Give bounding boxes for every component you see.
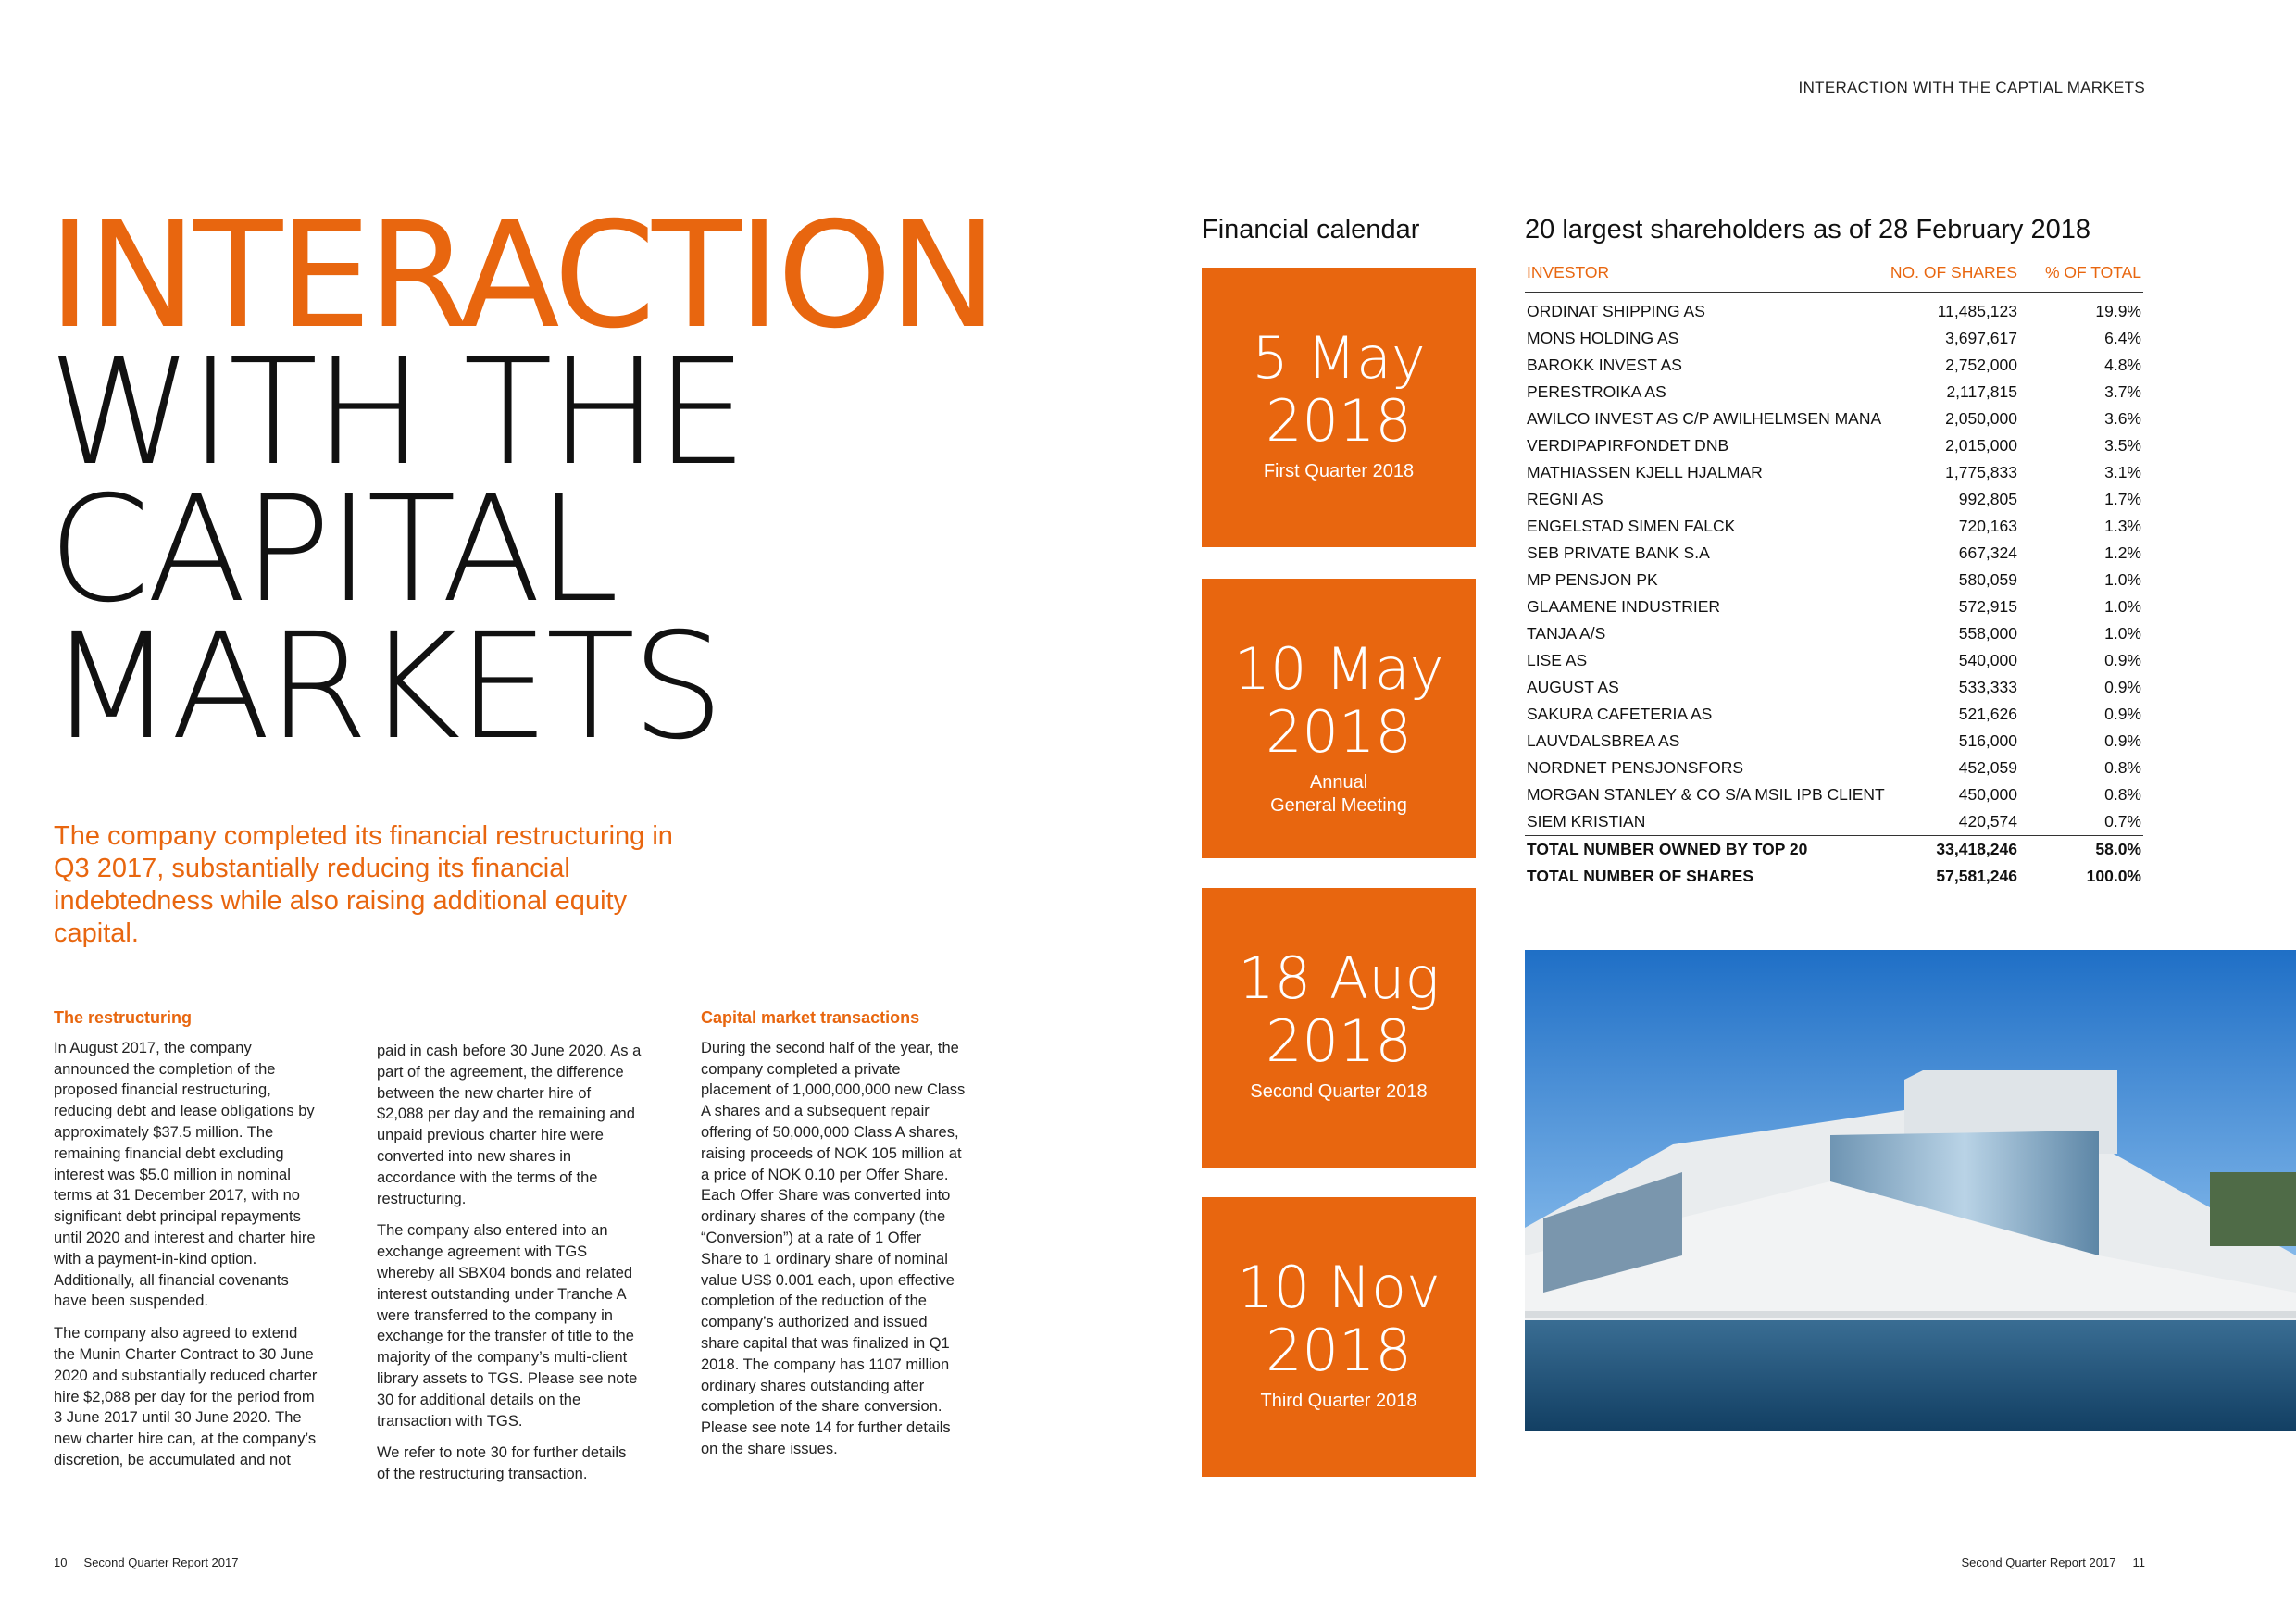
column-header-percent: % OF TOTAL [2019, 263, 2143, 293]
calendar-event: Third Quarter 2018 [1260, 1391, 1417, 1411]
footer-right [1962, 1555, 2146, 1569]
calendar-year: 2018 [1266, 387, 1412, 455]
page-title [48, 191, 994, 772]
table-row [1525, 513, 2143, 540]
calendar-date: 10 May [1233, 635, 1444, 703]
share-percent: 0.9% [2104, 678, 2141, 696]
column-restructuring-continued [377, 1041, 642, 1496]
share-percent: 3.5% [2104, 436, 2141, 455]
calendar-item [1202, 579, 1476, 858]
share-count: 558,000 [1958, 624, 2017, 643]
share-count: 2,117,815 [1946, 382, 2017, 401]
calendar-title: Financial calendar [1202, 215, 1420, 244]
share-percent: 4.8% [2104, 356, 2141, 374]
table-header-row [1525, 263, 2143, 293]
share-count: 1,775,833 [1945, 463, 2017, 481]
paragraph: paid in cash before 30 June 2020. As a part of the agreement, the difference between the new charter hire of $2,088 per day and the remaining and unpaid previous charter hire were converted into new shares in accordance with the terms of the restructuring. [377, 1043, 642, 1207]
share-count: 720,163 [1958, 517, 2017, 535]
share-percent: 0.9% [2104, 731, 2141, 750]
calendar-date: 18 Aug [1238, 944, 1440, 1012]
share-percent: 1.3% [2104, 517, 2141, 535]
investor-name: NORDNET PENSJONSFORS [1527, 758, 1744, 777]
total-row-all [1525, 863, 2143, 890]
page-number: 11 [2132, 1555, 2145, 1569]
share-count: 572,915 [1958, 597, 2017, 616]
column-capital-market [701, 1007, 966, 1471]
table-row [1525, 406, 2143, 432]
share-count: 2,050,000 [1945, 409, 2017, 428]
share-count: 2,015,000 [1945, 436, 2017, 455]
share-percent: 0.9% [2104, 651, 2141, 669]
share-percent: 0.9% [2104, 705, 2141, 723]
section-heading: The restructuring [54, 1008, 193, 1027]
paragraph: The company also agreed to extend the Munin Charter Contract to 30 June 2020 and substantially reduced charter hire $2,088 per day for the period from 3 June 2017 until 30 June 2020. The new charter hire can, at the company’s discretion, be accumulated and not [54, 1325, 318, 1468]
total-percent: 58.0% [2019, 836, 2143, 864]
section-heading: Capital market transactions [701, 1008, 920, 1027]
table-row [1525, 647, 2143, 674]
table-row [1525, 755, 2143, 781]
calendar-event: Annual [1309, 772, 1368, 793]
table-row [1525, 781, 2143, 808]
investor-name: SEB PRIVATE BANK S.A [1527, 543, 1710, 562]
investor-name: MONS HOLDING AS [1527, 329, 1679, 347]
calendar-event: General Meeting [1270, 795, 1407, 816]
calendar-item [1202, 1197, 1476, 1477]
investor-name: MATHIASSEN KJELL HJALMAR [1527, 463, 1763, 481]
table-row [1525, 432, 2143, 459]
title-line-3: CAPITAL [48, 465, 616, 635]
page-number: 10 [54, 1555, 68, 1569]
table-row [1525, 540, 2143, 567]
column-header-investor: INVESTOR [1525, 263, 1888, 293]
paragraph: During the second half of the year, the company completed a private placement of 1,000,000,000 new Class A shares and a subsequent repair offering of 50,000,000 Class A shares, raising proceeds of NOK 105 million at a price of NOK 0.10 per Offer Share. Each Offer Share was converted into ordinary shares of the company (the “Conversion”) at a rate of 1 Offer Share to 1 ordinary share of nominal value US$ 0.001 each, upon effective completion of the reduction of the company’s authorized and issued share capital that was finalized in Q1 2018. The company has 1107 million ordinary shares outstanding after completion of the share conversion. Please see note 14 for further details on the share issues. [701, 1039, 966, 1457]
investor-name: GLAAMENE INDUSTRIER [1527, 597, 1721, 616]
shareholders-table [1525, 263, 2143, 890]
table-row [1525, 325, 2143, 352]
calendar-item [1202, 268, 1476, 547]
running-header: INTERACTION WITH THE CAPTIAL MARKETS [1798, 79, 2145, 96]
share-percent: 1.0% [2104, 624, 2141, 643]
share-count: 2,752,000 [1945, 356, 2017, 374]
investor-name: BAROKK INVEST AS [1527, 356, 1682, 374]
photo-illustration [1525, 950, 2296, 1431]
share-percent: 0.7% [2104, 812, 2141, 831]
investor-name: LAUVDALSBREA AS [1527, 731, 1680, 750]
calendar-date: 10 Nov [1237, 1254, 1441, 1321]
calendar-year: 2018 [1266, 698, 1412, 766]
share-count: 992,805 [1958, 490, 2017, 508]
share-count: 667,324 [1958, 543, 2017, 562]
investor-name: ORDINAT SHIPPING AS [1527, 302, 1705, 320]
footer-report-title: Second Quarter Report 2017 [1961, 1555, 2116, 1569]
investor-name: AUGUST AS [1527, 678, 1619, 696]
lead-paragraph: The company completed its financial restructuring in Q3 2017, substantially reducing its financial indebtedness while also raising additional equity capital. [54, 821, 673, 948]
share-count: 521,626 [1958, 705, 2017, 723]
total-shares: 57,581,246 [1936, 867, 2017, 885]
column-header-shares: NO. OF SHARES [1888, 263, 2019, 293]
title-line-4: MARKETS [48, 602, 721, 772]
table-row [1525, 486, 2143, 513]
share-count: 580,059 [1958, 570, 2017, 589]
investor-name: LISE AS [1527, 651, 1588, 669]
calendar-item [1202, 888, 1476, 1168]
share-percent: 19.9% [2095, 302, 2141, 320]
share-count: 540,000 [1958, 651, 2017, 669]
table-row [1525, 352, 2143, 379]
share-percent: 3.7% [2104, 382, 2141, 401]
table-body [1525, 293, 2143, 891]
total-row-top20 [1525, 836, 2143, 864]
investor-name: TANJA A/S [1527, 624, 1606, 643]
calendar-event: Second Quarter 2018 [1250, 1081, 1428, 1102]
footer-left [54, 1555, 238, 1569]
share-percent: 1.7% [2104, 490, 2141, 508]
investor-name: MORGAN STANLEY & CO S/A MSIL IPB CLIENT [1527, 785, 1885, 804]
total-label: TOTAL NUMBER OWNED BY TOP 20 [1525, 836, 1888, 864]
share-percent: 1.0% [2104, 570, 2141, 589]
calendar-event: First Quarter 2018 [1263, 461, 1415, 481]
title-line-2: WITH THE [48, 328, 744, 498]
paragraph: In August 2017, the company announced the completion of the proposed financial restructuring, reducing debt and lease obligations by approximately $37.5 million. The remaining financial debt excluding interest was $5.0 million in nominal terms at 31 December 2017, with no significant debt principal repayments until 2020 and interest and charter hire with a payment-in-kind option. Additionally, all financial covenants have been suspended. [54, 1039, 316, 1310]
investor-name: AWILCO INVEST AS C/P AWILHELMSEN MANA [1527, 409, 1882, 428]
share-count: 11,485,123 [1937, 302, 2017, 320]
share-percent: 0.8% [2104, 758, 2141, 777]
investor-name: VERDIPAPIRFONDET DNB [1527, 436, 1729, 455]
calendar-year: 2018 [1266, 1317, 1412, 1384]
share-percent: 3.6% [2104, 409, 2141, 428]
investor-name: SIEM KRISTIAN [1527, 812, 1646, 831]
investor-name: REGNI AS [1527, 490, 1603, 508]
paragraph: We refer to note 30 for further details of the restructuring transaction. [377, 1444, 627, 1483]
table-row [1525, 808, 2143, 836]
share-percent: 1.2% [2104, 543, 2141, 562]
calendar-date: 5 May [1252, 324, 1426, 392]
total-shares: 33,418,246 [1888, 836, 2019, 864]
share-percent: 0.8% [2104, 785, 2141, 804]
paragraph: The company also entered into an exchange agreement with TGS whereby all SBX04 bonds and related interest outstanding under Tranche A were transferred to the company in exchange for the transfer of title to the majority of the company’s multi-client library assets to TGS. Please see note 30 for additional details on the transaction with TGS. [377, 1222, 638, 1430]
share-percent: 6.4% [2104, 329, 2141, 347]
investor-name: PERESTROIKA AS [1527, 382, 1666, 401]
investor-name: ENGELSTAD SIMEN FALCK [1527, 517, 1736, 535]
table-row [1525, 701, 2143, 728]
table-row [1525, 593, 2143, 620]
table-row [1525, 379, 2143, 406]
share-count: 533,333 [1958, 678, 2017, 696]
share-count: 420,574 [1958, 812, 2017, 831]
table-row [1525, 728, 2143, 755]
table-row [1525, 620, 2143, 647]
table-row [1525, 459, 2143, 486]
shareholders-title: 20 largest shareholders as of 28 February 2018 [1525, 215, 2090, 244]
share-count: 516,000 [1958, 731, 2017, 750]
table-row [1525, 674, 2143, 701]
total-percent: 100.0% [2086, 867, 2141, 885]
table-row [1525, 293, 2143, 326]
opera-house-photo [1525, 950, 2296, 1431]
share-percent: 3.1% [2104, 463, 2141, 481]
share-count: 450,000 [1958, 785, 2017, 804]
column-restructuring [54, 1007, 318, 1482]
title-line-1: INTERACTION [48, 191, 994, 361]
calendar-year: 2018 [1266, 1007, 1412, 1075]
share-percent: 1.0% [2104, 597, 2141, 616]
footer-report-title: Second Quarter Report 2017 [83, 1555, 239, 1569]
investor-name: SAKURA CAFETERIA AS [1527, 705, 1713, 723]
total-label: TOTAL NUMBER OF SHARES [1527, 867, 1754, 885]
table-row [1525, 567, 2143, 593]
share-count: 3,697,617 [1945, 329, 2017, 347]
investor-name: MP PENSJON PK [1527, 570, 1658, 589]
share-count: 452,059 [1958, 758, 2017, 777]
